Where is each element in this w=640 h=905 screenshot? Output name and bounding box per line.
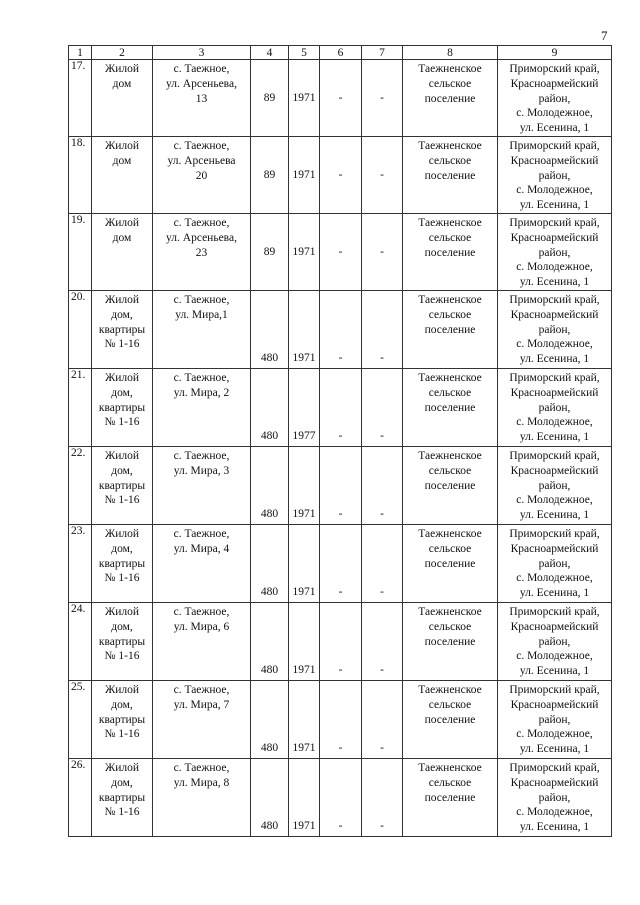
object-name-line: Жилой [104,527,140,540]
owner-line: сельское [428,231,472,244]
owner [403,213,498,290]
owner [403,60,498,137]
owner-location-line: с. Молодежное, [516,184,593,197]
object-name [92,290,153,368]
column-number: 2 [92,46,153,60]
owner-line: поселение [424,635,476,648]
object-area: 480 [251,368,289,446]
object-area: 480 [251,524,289,602]
column-6-value: - [320,136,362,213]
column-6-value: - [320,290,362,368]
owner-location-line: Приморский край, [509,527,600,540]
property-registry-table [68,45,612,837]
owner-location-line: Приморский край, [509,371,600,384]
owner-location-line: район, [538,635,571,648]
owner-line: Таежненское [418,761,482,774]
object-name [92,758,153,836]
owner-location-line: с. Молодежное, [516,416,593,429]
object-name-line: квартиры [98,635,146,648]
owner-location-line: с. Молодежное, [516,572,593,585]
table-row [69,368,612,446]
owner-location-line: район, [538,791,571,804]
object-name-line: дом, [111,542,133,555]
object-address-line: ул. Мира, 7 [173,698,230,711]
owner-location-line: ул. Есенина, 1 [519,199,590,212]
column-6-value: - [320,524,362,602]
object-name [92,60,153,137]
object-address-line: с. Таежное, [173,449,230,462]
owner-location-line: Красноармейский [510,77,599,90]
table-row [69,136,612,213]
object-address-line: ул. Мира, 3 [173,464,230,477]
object-name [92,680,153,758]
row-number: 21. [69,368,92,446]
object-name-line: дом [112,154,132,167]
object-address-line: с. Таежное, [173,139,230,152]
column-number: 9 [498,46,612,60]
object-address [153,758,251,836]
object-name-line: Жилой [104,63,140,75]
object-address-line: 13 [195,92,208,105]
object-year: 1977 [289,368,320,446]
object-address-line: с. Таежное, [173,683,230,696]
column-7-value: - [362,60,403,137]
object-name-line: дом, [111,464,133,477]
row-number: 23. [69,524,92,602]
object-address [153,136,251,213]
owner [403,524,498,602]
owner-location [498,213,612,290]
table-row [69,680,612,758]
owner-location [498,758,612,836]
object-name [92,213,153,290]
owner-line: поселение [424,323,476,336]
object-name-line: дом [112,231,132,244]
object-name-line: дом, [111,776,133,789]
owner-location-line: ул. Есенина, 1 [519,509,590,522]
object-name-line: дом, [111,386,133,399]
owner-location-line: район, [538,401,571,414]
owner-location-line: с. Молодежное, [516,261,593,274]
object-area: 480 [251,680,289,758]
owner [403,758,498,836]
owner-line: сельское [428,386,472,399]
owner-location-line: с. Молодежное, [516,650,593,663]
object-address [153,446,251,524]
owner-location-line: Приморский край, [509,139,600,152]
object-name-line: № 1-16 [104,494,140,507]
owner-location-line: Приморский край, [509,63,600,75]
owner-line: Таежненское [418,216,482,229]
object-name-line: дом, [111,620,133,633]
owner-location-line: Приморский край, [509,761,600,774]
owner-location [498,368,612,446]
object-name-line: № 1-16 [104,806,140,819]
table-row [69,524,612,602]
object-year: 1971 [289,602,320,680]
owner-location-line: ул. Есенина, 1 [519,276,590,289]
owner-line: Таежненское [418,293,482,306]
owner-location [498,290,612,368]
owner-location-line: ул. Есенина, 1 [519,353,590,366]
owner [403,368,498,446]
object-address [153,60,251,137]
object-name-line: квартиры [98,791,146,804]
owner-location-line: Приморский край, [509,449,600,462]
owner-location-line: район, [538,92,571,105]
owner-location-line: Красноармейский [510,776,599,789]
owner-line: поселение [424,791,476,804]
column-number: 1 [69,46,92,60]
owner-location-line: Приморский край, [509,605,600,618]
object-area: 89 [251,136,289,213]
owner-line: сельское [428,77,472,90]
owner-location-line: ул. Есенина, 1 [519,743,590,756]
owner-line: поселение [424,401,476,414]
object-year: 1971 [289,680,320,758]
row-number: 20. [69,290,92,368]
table-row [69,758,612,836]
owner-location [498,60,612,137]
object-name-line: № 1-16 [104,572,140,585]
owner-line: поселение [424,557,476,570]
owner-line: поселение [424,246,476,259]
object-address-line: ул. Мира, 8 [173,776,230,789]
table-row [69,290,612,368]
row-number: 26. [69,758,92,836]
owner [403,602,498,680]
owner-location-line: Красноармейский [510,620,599,633]
object-name-line: дом, [111,308,133,321]
owner-location-line: ул. Есенина, 1 [519,665,590,678]
owner-location-line: с. Молодежное, [516,338,593,351]
column-7-value: - [362,602,403,680]
column-number: 8 [403,46,498,60]
owner-line: поселение [424,92,476,105]
owner-line: поселение [424,169,476,182]
object-name-line: квартиры [98,713,146,726]
object-name [92,136,153,213]
object-address-line: с. Таежное, [173,293,230,306]
owner-location-line: ул. Есенина, 1 [519,122,590,135]
owner-line: сельское [428,542,472,555]
owner-line: Таежненское [418,63,482,75]
table-row [69,446,612,524]
object-name-line: № 1-16 [104,650,140,663]
column-6-value: - [320,60,362,137]
object-name-line: Жилой [104,139,140,152]
object-address [153,213,251,290]
owner-location-line: Приморский край, [509,683,600,696]
column-7-value: - [362,680,403,758]
object-name [92,368,153,446]
row-number: 17. [69,60,92,137]
owner-location-line: район, [538,169,571,182]
owner-location-line: с. Молодежное, [516,107,593,120]
object-address [153,524,251,602]
object-address-line: 20 [195,169,208,182]
column-number: 3 [153,46,251,60]
owner-location-line: Красноармейский [510,464,599,477]
object-year: 1971 [289,60,320,137]
owner-location-line: Красноармейский [510,698,599,711]
column-7-value: - [362,213,403,290]
column-number: 6 [320,46,362,60]
object-address-line: с. Таежное, [173,371,230,384]
column-number: 5 [289,46,320,60]
object-address-line: с. Таежное, [173,761,230,774]
owner-location [498,524,612,602]
owner-location [498,602,612,680]
table-row [69,213,612,290]
object-address-line: с. Таежное, [173,527,230,540]
row-number: 25. [69,680,92,758]
owner-location-line: с. Молодежное, [516,494,593,507]
owner-line: сельское [428,620,472,633]
object-address-line: ул. Арсеньева, [166,231,237,244]
object-address [153,368,251,446]
object-name-line: квартиры [98,557,146,570]
owner [403,136,498,213]
column-6-value: - [320,680,362,758]
owner-location-line: с. Молодежное, [516,806,593,819]
owner-location-line: район, [538,246,571,259]
object-address-line: ул. Арсеньева [167,154,236,167]
owner-line: поселение [424,479,476,492]
owner-location-line: район, [538,713,571,726]
column-6-value: - [320,368,362,446]
owner-location [498,446,612,524]
column-number-row [69,46,612,60]
owner-line: Таежненское [418,683,482,696]
object-name-line: Жилой [104,216,140,229]
column-7-value: - [362,290,403,368]
object-name-line: дом, [111,698,133,711]
column-7-value: - [362,368,403,446]
object-area: 480 [251,602,289,680]
object-year: 1971 [289,758,320,836]
object-address-line: с. Таежное, [173,216,230,229]
table-row [69,60,612,137]
object-name-line: Жилой [104,449,140,462]
owner-line: Таежненское [418,139,482,152]
object-name [92,524,153,602]
object-year: 1971 [289,446,320,524]
column-7-value: - [362,524,403,602]
object-address-line: ул. Мира, 2 [173,386,230,399]
object-name-line: Жилой [104,293,140,306]
object-address-line: с. Таежное, [173,605,230,618]
object-year: 1971 [289,524,320,602]
object-address-line: ул. Мира, 4 [173,542,230,555]
object-name-line: квартиры [98,479,146,492]
column-6-value: - [320,602,362,680]
column-7-value: - [362,136,403,213]
object-area: 89 [251,60,289,137]
object-name-line: Жилой [104,371,140,384]
object-area: 480 [251,290,289,368]
owner-line: сельское [428,154,472,167]
object-address-line: с. Таежное, [173,63,230,75]
owner-line: Таежненское [418,449,482,462]
owner-line: Таежненское [418,605,482,618]
object-name-line: дом [112,77,132,90]
object-area: 480 [251,446,289,524]
owner-line: сельское [428,464,472,477]
owner-location-line: район, [538,323,571,336]
object-name-line: квартиры [98,401,146,414]
object-address-line: ул. Мира, 6 [173,620,230,633]
column-6-value: - [320,758,362,836]
column-7-value: - [362,758,403,836]
owner [403,446,498,524]
owner-location-line: Красноармейский [510,231,599,244]
object-address-line: ул. Арсеньева, [166,77,237,90]
object-area: 89 [251,213,289,290]
owner-location-line: Приморский край, [509,293,600,306]
owner-location [498,136,612,213]
object-address-line: 23 [195,246,208,259]
owner-line: сельское [428,698,472,711]
owner-location-line: Приморский край, [509,216,600,229]
object-year: 1971 [289,213,320,290]
owner-location-line: Красноармейский [510,542,599,555]
owner-location-line: ул. Есенина, 1 [519,431,590,444]
owner-line: поселение [424,713,476,726]
owner-location-line: район, [538,557,571,570]
owner-location-line: ул. Есенина, 1 [519,821,590,834]
owner-location [498,680,612,758]
object-name-line: № 1-16 [104,728,140,741]
owner-location-line: Красноармейский [510,386,599,399]
object-name [92,446,153,524]
column-6-value: - [320,446,362,524]
column-number: 7 [362,46,403,60]
object-name [92,602,153,680]
object-area: 480 [251,758,289,836]
owner [403,680,498,758]
owner [403,290,498,368]
owner-location-line: с. Молодежное, [516,728,593,741]
object-year: 1971 [289,290,320,368]
object-address-line: ул. Мира,1 [175,308,228,321]
object-year: 1971 [289,136,320,213]
object-name-line: Жилой [104,683,140,696]
column-6-value: - [320,213,362,290]
row-number: 18. [69,136,92,213]
table-row [69,602,612,680]
object-address [153,602,251,680]
page-number: 7 [601,28,608,43]
column-number: 4 [251,46,289,60]
object-name-line: квартиры [98,323,146,336]
row-number: 24. [69,602,92,680]
owner-line: Таежненское [418,371,482,384]
owner-location-line: район, [538,479,571,492]
object-name-line: № 1-16 [104,416,140,429]
owner-line: сельское [428,776,472,789]
owner-line: сельское [428,308,472,321]
object-address [153,680,251,758]
object-name-line: Жилой [104,761,140,774]
column-7-value: - [362,446,403,524]
owner-location-line: ул. Есенина, 1 [519,587,590,600]
object-name-line: Жилой [104,605,140,618]
owner-location-line: Красноармейский [510,308,599,321]
object-name-line: № 1-16 [104,338,140,351]
row-number: 19. [69,213,92,290]
owner-location-line: Красноармейский [510,154,599,167]
object-address [153,290,251,368]
owner-line: Таежненское [418,527,482,540]
row-number: 22. [69,446,92,524]
